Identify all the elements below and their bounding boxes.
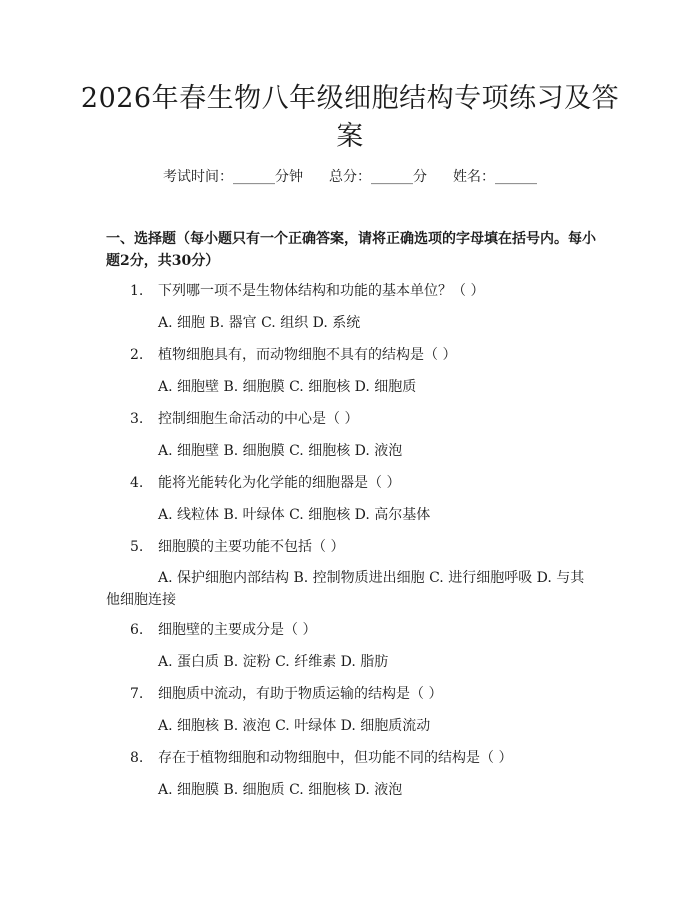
question-options: A. 线粒体 B. 叶绿体 C. 细胞核 D. 高尔基体 (158, 507, 431, 523)
question-text: 植物细胞具有，而动物细胞不具有的结构是（ ） (158, 347, 457, 363)
name-field: 姓名：______ (453, 169, 537, 185)
question-item (130, 345, 456, 365)
section-heading: 一、选择题（每小题只有一个正确答案，请将正确选项的字母填在括号内。每小题2分，共30分） (106, 231, 596, 269)
question-number: 8. (130, 750, 144, 766)
question-text: 能将光能转化为化学能的细胞器是（ ） (158, 475, 401, 491)
page-title: 2026年春生物八年级细胞结构专项练习及答案 (80, 83, 620, 152)
question-options: A. 保护细胞内部结构 B. 控制物质进出细胞 C. 进行细胞呼吸 D. 与其他细胞连接 (106, 570, 585, 608)
question-options: A. 细胞核 B. 液泡 C. 叶绿体 D. 细胞质流动 (158, 718, 431, 734)
question-number: 7. (130, 686, 144, 702)
question-number: 6. (130, 622, 144, 638)
question-text: 下列哪一项不是生物体结构和功能的基本单位？（ ） (158, 283, 485, 299)
exam-meta (0, 167, 700, 187)
question-text: 细胞质中流动，有助于物质运输的结构是（ ） (158, 686, 443, 702)
question-text: 细胞膜的主要功能不包括（ ） (158, 539, 345, 555)
question-item (130, 748, 512, 768)
question-number: 2. (130, 347, 144, 363)
exam-time-field: 考试时间：______分钟 (163, 169, 303, 185)
question-item (130, 537, 344, 557)
question-text: 细胞壁的主要成分是（ ） (158, 622, 317, 638)
question-item (130, 684, 442, 704)
question-number: 5. (130, 539, 144, 555)
question-item (130, 281, 484, 301)
question-options: A. 细胞膜 B. 细胞质 C. 细胞核 D. 液泡 (158, 782, 403, 798)
question-number: 3. (130, 411, 144, 427)
question-number: 1. (130, 283, 144, 299)
total-score-field: 总分：______分 (329, 169, 427, 185)
question-item (130, 473, 400, 493)
question-text: 控制细胞生命活动的中心是（ ） (158, 411, 359, 427)
question-options: A. 细胞 B. 器官 C. 组织 D. 系统 (158, 315, 361, 331)
question-text: 存在于植物细胞和动物细胞中，但功能不同的结构是（ ） (158, 750, 513, 766)
question-options: A. 蛋白质 B. 淀粉 C. 纤维素 D. 脂肪 (158, 654, 389, 670)
question-number: 4. (130, 475, 144, 491)
question-options: A. 细胞壁 B. 细胞膜 C. 细胞核 D. 液泡 (158, 443, 403, 459)
question-item (130, 620, 316, 640)
question-item (130, 409, 358, 429)
question-options: A. 细胞壁 B. 细胞膜 C. 细胞核 D. 细胞质 (158, 379, 417, 395)
